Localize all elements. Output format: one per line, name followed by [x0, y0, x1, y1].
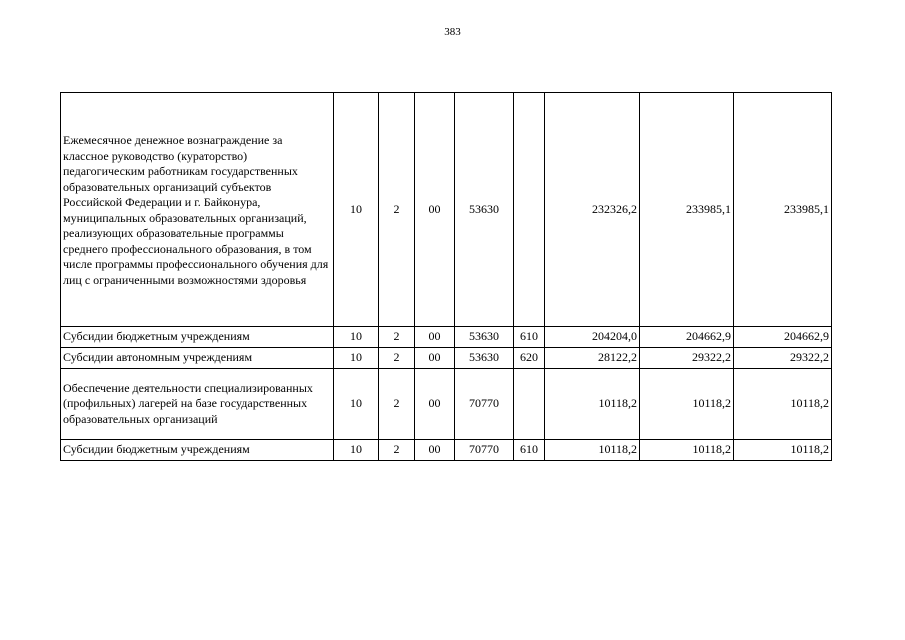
section-cell: 10	[334, 369, 379, 440]
amount-year1-cell: 10118,2	[545, 440, 640, 461]
expense-type-cell	[514, 369, 545, 440]
row-name-cell: Субсидии бюджетным учреждениям	[61, 327, 334, 348]
row-name-cell: Ежемесячное денежное вознаграждение за классное руководство (кураторство) педагогическим работникам государственных образовательных организаций субъектов Российской Федерации и г. Байконура, муниципальных образовательных организаций, реализующих образовательные программы среднего профессионального образования, в том числе программы профессионального обучения для лиц с ограниченными возможностями здоровья	[61, 93, 334, 327]
section-cell: 10	[334, 93, 379, 327]
amount-year2-cell: 10118,2	[640, 440, 734, 461]
amount-year1-cell: 28122,2	[545, 348, 640, 369]
amount-year3-cell: 10118,2	[734, 369, 832, 440]
subsection-cell: 2	[379, 369, 415, 440]
direction-code-cell: 53630	[455, 93, 514, 327]
direction-code-cell: 70770	[455, 369, 514, 440]
section-cell: 10	[334, 327, 379, 348]
table-row	[61, 93, 832, 327]
subsection-cell: 2	[379, 348, 415, 369]
table-row	[61, 440, 832, 461]
table-row	[61, 327, 832, 348]
amount-year2-cell: 204662,9	[640, 327, 734, 348]
amount-year3-cell: 233985,1	[734, 93, 832, 327]
row-name-cell: Субсидии автономным учреждениям	[61, 348, 334, 369]
direction-code-cell: 53630	[455, 327, 514, 348]
program-code-cell: 00	[415, 327, 455, 348]
program-code-cell: 00	[415, 348, 455, 369]
section-cell: 10	[334, 348, 379, 369]
expense-type-cell: 610	[514, 327, 545, 348]
expense-type-cell	[514, 93, 545, 327]
amount-year1-cell: 10118,2	[545, 369, 640, 440]
program-code-cell: 00	[415, 369, 455, 440]
amount-year2-cell: 233985,1	[640, 93, 734, 327]
amount-year3-cell: 29322,2	[734, 348, 832, 369]
row-name-cell: Субсидии бюджетным учреждениям	[61, 440, 334, 461]
amount-year3-cell: 204662,9	[734, 327, 832, 348]
row-name-cell: Обеспечение деятельности специализированных (профильных) лагерей на базе государственных образовательных организаций	[61, 369, 334, 440]
page-number: 383	[444, 26, 461, 38]
budget-table	[60, 92, 832, 461]
table-row	[61, 348, 832, 369]
table-row	[61, 369, 832, 440]
amount-year1-cell: 204204,0	[545, 327, 640, 348]
amount-year3-cell: 10118,2	[734, 440, 832, 461]
subsection-cell: 2	[379, 440, 415, 461]
section-cell: 10	[334, 440, 379, 461]
program-code-cell: 00	[415, 93, 455, 327]
expense-type-cell: 620	[514, 348, 545, 369]
expense-type-cell: 610	[514, 440, 545, 461]
program-code-cell: 00	[415, 440, 455, 461]
direction-code-cell: 53630	[455, 348, 514, 369]
subsection-cell: 2	[379, 93, 415, 327]
amount-year1-cell: 232326,2	[545, 93, 640, 327]
direction-code-cell: 70770	[455, 440, 514, 461]
amount-year2-cell: 29322,2	[640, 348, 734, 369]
subsection-cell: 2	[379, 327, 415, 348]
amount-year2-cell: 10118,2	[640, 369, 734, 440]
